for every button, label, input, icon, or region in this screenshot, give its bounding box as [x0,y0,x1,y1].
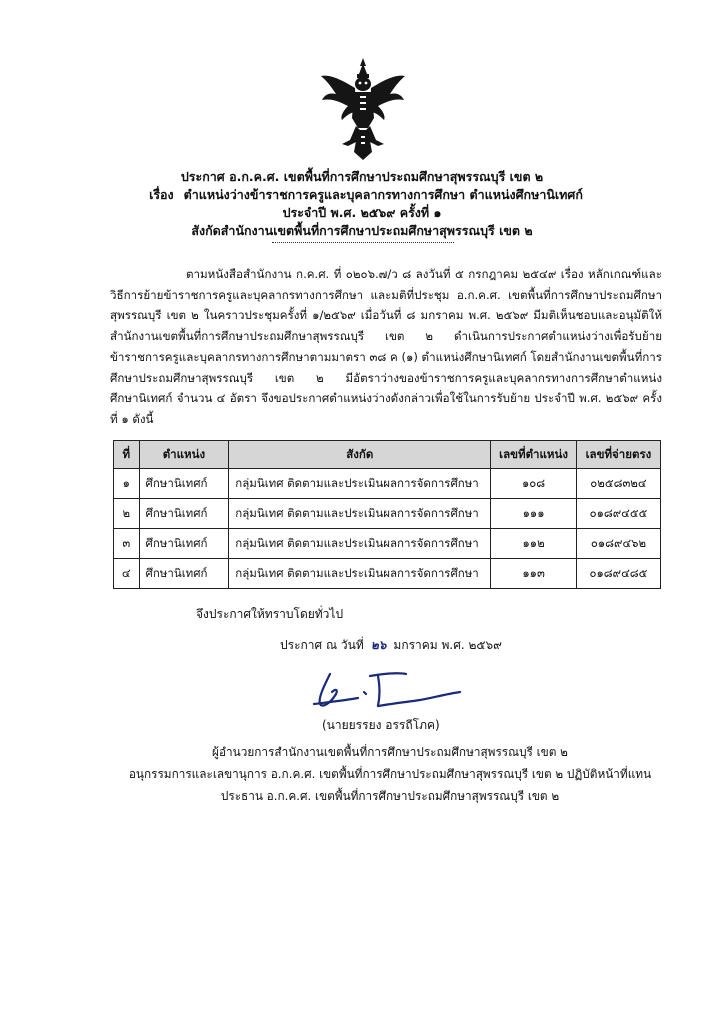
signer-role-line-3: ประธาน อ.ก.ค.ศ. เขตพื้นที่การศึกษาประถมศึกษาสุพรรณบุรี เขต ๒ [220,789,560,803]
table-row [114,529,661,559]
cell-position: ศึกษานิเทศก์ [139,469,229,499]
cell-affiliation: กลุ่มนิเทศ ติดตามและประเมินผลการจัดการศึกษา [229,529,491,559]
signer-name: (นายยรรยง อรรถีโภค) [322,718,440,732]
cell-position: ศึกษานิเทศก์ [139,529,229,559]
header-position-number: เลขที่ตำแหน่ง [491,441,577,469]
cell-affiliation: กลุ่มนิเทศ ติดตามและประเมินผลการจัดการศึกษา [229,469,491,499]
garuda-emblem-icon [318,56,408,162]
cell-position: ศึกษานิเทศก์ [139,559,229,589]
cell-payment-number: ๐๑๘๙๔๘๕ [576,559,660,589]
date-suffix: มกราคม พ.ศ. ๒๕๖๙ [393,638,502,652]
cell-affiliation: กลุ่มนิเทศ ติดตามและประเมินผลการจัดการศึกษา [229,559,491,589]
cell-no: ๒ [114,499,140,529]
table-row [114,559,661,589]
signer-role-line-2: อนุกรรมการและเลขานุการ อ.ก.ค.ศ. เขตพื้นที่การศึกษาประถมศึกษาสุพรรณบุรี เขต ๒ ปฏิบัติหน้าที่แทน [128,767,652,781]
handwritten-signature [300,664,470,714]
cell-no: ๑ [114,469,140,499]
vacancy-table [113,440,661,589]
cell-no: ๓ [114,529,140,559]
title-line-4: สังกัดสำนักงานเขตพื้นที่การศึกษาประถมศึกษาสุพรรณบุรี เขต ๒ [191,223,533,238]
cell-position-number: ๑๑๒ [491,529,577,559]
cell-payment-number: ๐๒๕๘๓๒๔ [576,469,660,499]
cell-position-number: ๑๑๑ [491,499,577,529]
table-row [114,469,661,499]
header-payment-number: เลขที่จ่ายตรง [576,441,660,469]
dotted-divider [272,242,454,243]
cell-position-number: ๑๐๘ [491,469,577,499]
cell-position-number: ๑๑๓ [491,559,577,589]
header-affiliation: สังกัด [229,441,491,469]
header-no: ที่ [114,441,140,469]
date-day: ๒๖ [370,638,387,652]
header-position: ตำแหน่ง [139,441,229,469]
closing-notice: จึงประกาศให้ทราบโดยทั่วไป [196,607,344,621]
body-paragraph: ตามหนังสือสำนักงาน ก.ค.ศ. ที่ ๐๒๐๖.๗/ว ๘ ลงวันที่ ๕ กรกฎาคม ๒๕๔๙ เรื่อง หลักเกณฑ์และวิธีการย้ายข้าราชการครูและบุคลากรทางการศึกษา และมติที่ประชุม อ.ก.ค.ศ. เขตพื้นที่การศึกษาประถมศึกษาสุพรรณบุรี เขต ๒ ในคราวประชุมครั้งที่ ๑/๒๕๖๙ เมื่อวันที่ ๘ มกราคม พ.ศ. ๒๕๖๙ มีมติเห็นชอบและอนุมัติให้สำนักงานเขตพื้นที่การศึกษาประถมศึกษาสุพรรณบุรี เขต ๒ ดำเนินการประกาศตำแหน่งว่างเพื่อรับย้ายข้าราชการครูและบุคลากรทางการศึกษาตามมาตรา ๓๘ ค (๑) ตำแหน่งศึกษานิเทศก์ โดยสำนักงานเขตพื้นที่การศึกษาประถมศึกษาสุพรรณบุรี เขต ๒ มีอัตราว่างของข้าราชการครูและบุคลากรทางการศึกษาตำแหน่งศึกษานิเทศก์ จำนวน ๔ อัตรา จึงขอประกาศตำแหน่งว่างดังกล่าวเพื่อใช้ในการรับย้าย ประจำปี พ.ศ. ๒๕๖๙ ครั้งที่ ๑ ดังนี้ [110,267,662,426]
subject-text: ตำแหน่งว่างข้าราชการครูและบุคลากรทางการศึกษา ตำแหน่งศึกษานิเทศก์ [183,187,583,202]
title-line-1: ประกาศ อ.ก.ค.ศ. เขตพื้นที่การศึกษาประถมศึกษาสุพรรณบุรี เขต ๒ [180,169,544,184]
cell-payment-number: ๐๑๘๙๔๕๕ [576,499,660,529]
cell-affiliation: กลุ่มนิเทศ ติดตามและประเมินผลการจัดการศึกษา [229,499,491,529]
subject-label: เรื่อง [149,187,174,202]
date-prefix: ประกาศ ณ วันที่ [280,638,364,652]
cell-position: ศึกษานิเทศก์ [139,499,229,529]
announcement-date [280,636,502,655]
signer-role-line-1: ผู้อำนวยการสำนักงานเขตพื้นที่การศึกษาประถมศึกษาสุพรรณบุรี เขต ๒ [212,745,568,759]
cell-no: ๔ [114,559,140,589]
announcement-title [60,168,664,240]
cell-payment-number: ๐๑๘๙๔๖๒ [576,529,660,559]
table-header-row [114,441,661,469]
title-line-subject [60,186,664,204]
title-line-3: ประจำปี พ.ศ. ๒๕๖๙ ครั้งที่ ๑ [282,205,442,220]
table-row [114,499,661,529]
